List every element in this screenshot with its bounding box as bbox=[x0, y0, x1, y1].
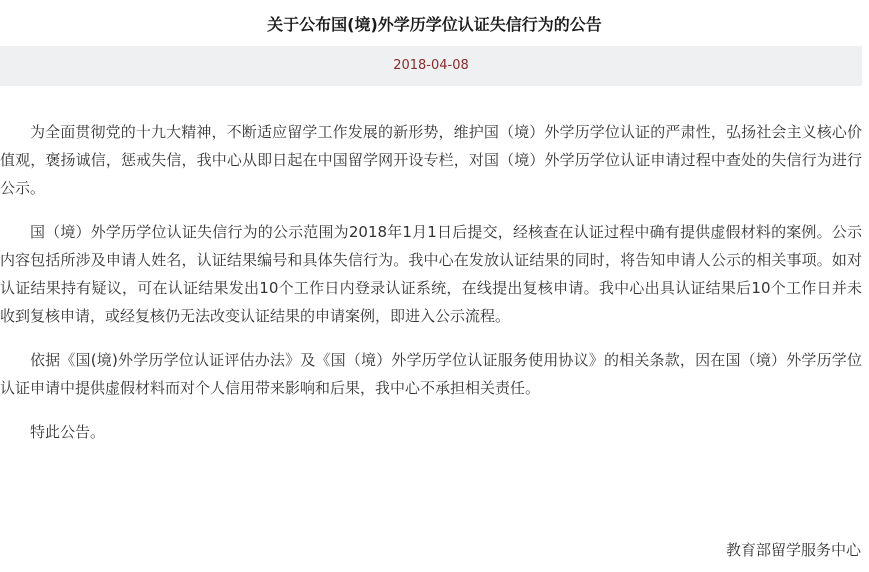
publish-date-bar bbox=[0, 46, 862, 86]
article-body bbox=[0, 118, 862, 462]
paragraph-3: 依据《国(境)外学历学位认证评估办法》及《国（境）外学历学位认证服务使用协议》的相关条款，因在国（境）外学历学位认证申请中提供虚假材料而对个人信用带来影响和后果，我中心不承担相关责任。 bbox=[0, 351, 862, 397]
page-title: 关于公布国(境)外学历学位认证失信行为的公告 bbox=[267, 15, 602, 34]
closing-line: 特此公告。 bbox=[30, 423, 106, 441]
paragraph-1: 为全面贯彻党的十九大精神，不断适应留学工作发展的新形势，维护国（境）外学历学位认证的严肃性，弘扬社会主义核心价值观，褒扬诚信，惩戒失信，我中心从即日起在中国留学网开设专栏，对国（境）外学历学位认证申请过程中查处的失信行为进行公示。 bbox=[0, 123, 862, 197]
issuer-signature: 教育部留学服务中心 bbox=[725, 541, 861, 559]
publish-date: 2018-04-08 bbox=[393, 58, 469, 73]
paragraph-2: 国（境）外学历学位认证失信行为的公示范围为2018年1月1日后提交，经核查在认证过程中确有提供虚假材料的案例。公示内容包括所涉及申请人姓名，认证结果编号和具体失信行为。我中心在发放认证结果的同时，将告知申请人公示的相关事项。如对认证结果持有疑议，可在认证结果发出10个工作日内登录认证系统，在线提出复核申请。我中心出具认证结果后10个工作日并未收到复核申请，或经复核仍无法改变认证结果的申请案例，即进入公示流程。 bbox=[0, 223, 862, 325]
